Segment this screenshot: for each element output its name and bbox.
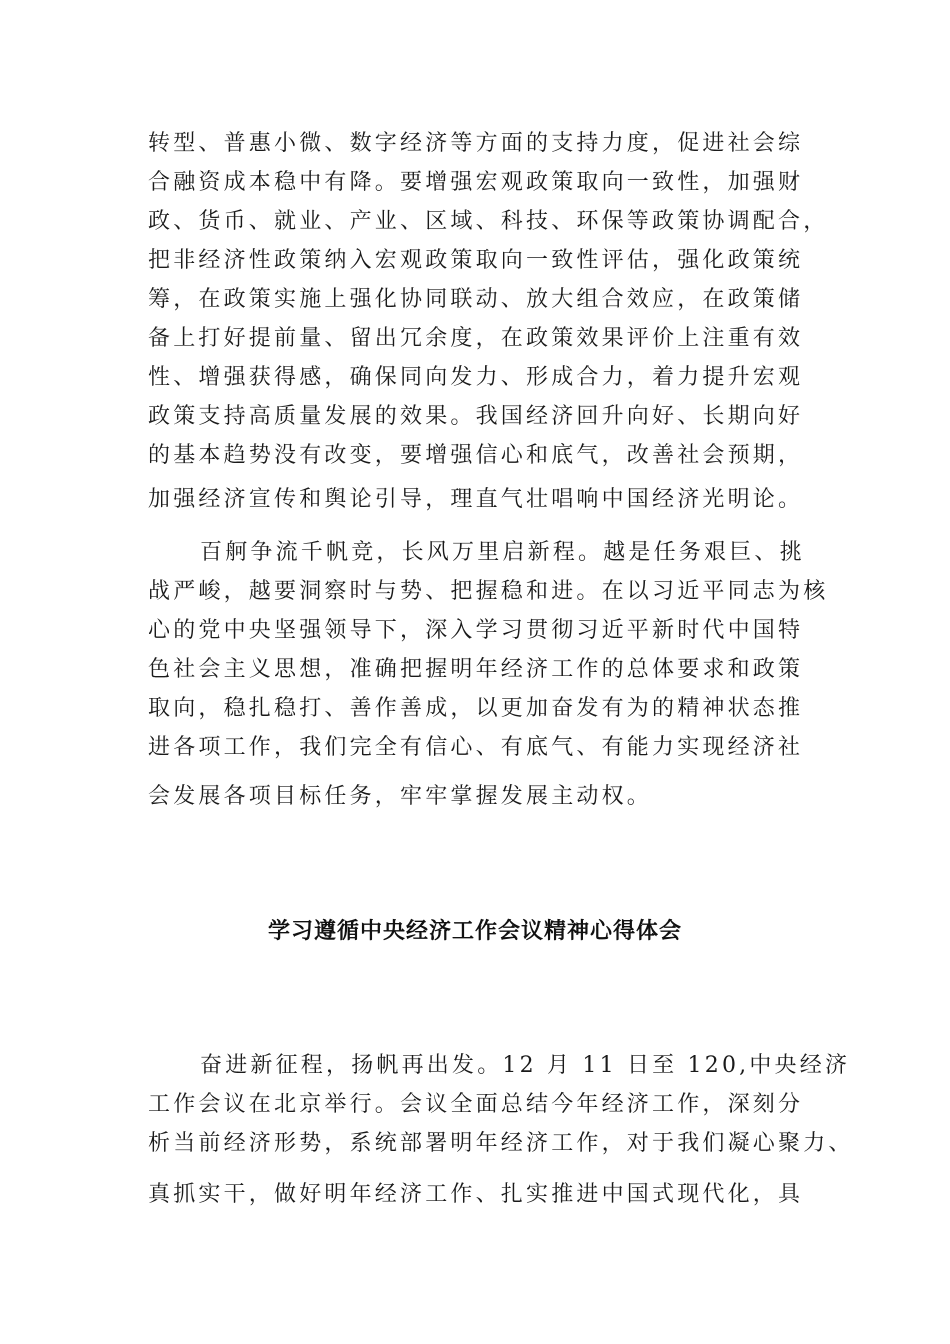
paragraph-3-line-4: 真抓实干，做好明年经济工作、扎实推进中国式现代化，具: [148, 1182, 804, 1207]
paragraph-1-line-7: 性、增强获得感，确保同向发力、形成合力，着力提升宏观: [148, 365, 804, 390]
paragraph-1-line-8: 政策支持高质量发展的效果。我国经济回升向好、长期向好: [148, 404, 804, 429]
paragraph-3-line-1: 奋进新征程，扬帆再出发。12 月 11 日至 120,中央经济: [200, 1053, 851, 1078]
paragraph-1-line-4: 把非经济性政策纳入宏观政策取向一致性评估，强化政策统: [148, 248, 804, 273]
paragraph-3-line-2: 工作会议在北京举行。会议全面总结今年经济工作，深刻分: [148, 1092, 804, 1117]
paragraph-2-line-6: 进各项工作，我们完全有信心、有底气、有能力实现经济社: [148, 735, 804, 760]
paragraph-2-line-3: 心的党中央坚强领导下，深入学习贯彻习近平新时代中国特: [148, 618, 804, 643]
paragraph-1-line-5: 筹，在政策实施上强化协同联动、放大组合效应，在政策储: [148, 287, 804, 312]
paragraph-3-line-3: 析当前经济形势，系统部署明年经济工作，对于我们凝心聚力、: [148, 1131, 854, 1156]
paragraph-2-line-4: 色社会主义思想，准确把握明年经济工作的总体要求和政策: [148, 657, 804, 682]
paragraph-1-line-1: 转型、普惠小微、数字经济等方面的支持力度，促进社会综: [148, 131, 804, 156]
paragraph-1-line-9: 的基本趋势没有改变，要增强信心和底气，改善社会预期，: [148, 443, 804, 468]
paragraph-1-line-10: 加强经济宣传和舆论引导，理直气壮唱响中国经济光明论。: [148, 487, 804, 512]
paragraph-1-line-2: 合融资成本稳中有降。要增强宏观政策取向一致性，加强财: [148, 170, 804, 195]
paragraph-2-line-5: 取向，稳扎稳打、善作善成，以更加奋发有为的精神状态推: [148, 696, 804, 721]
article-title: 学习遵循中央经济工作会议精神心得体会: [267, 919, 682, 944]
paragraph-1-line-6: 备上打好提前量、留出冗余度，在政策效果评价上注重有效: [148, 326, 804, 351]
paragraph-2-line-7: 会发展各项目标任务，牢牢掌握发展主动权。: [148, 784, 653, 809]
paragraph-2-line-1: 百舸争流千帆竞，长风万里启新程。越是任务艰巨、挑: [200, 540, 805, 565]
paragraph-2-line-2: 战严峻，越要洞察时与势、把握稳和进。在以习近平同志为核: [148, 579, 829, 604]
paragraph-1-line-3: 政、货币、就业、产业、区域、科技、环保等政策协调配合，: [148, 209, 829, 234]
